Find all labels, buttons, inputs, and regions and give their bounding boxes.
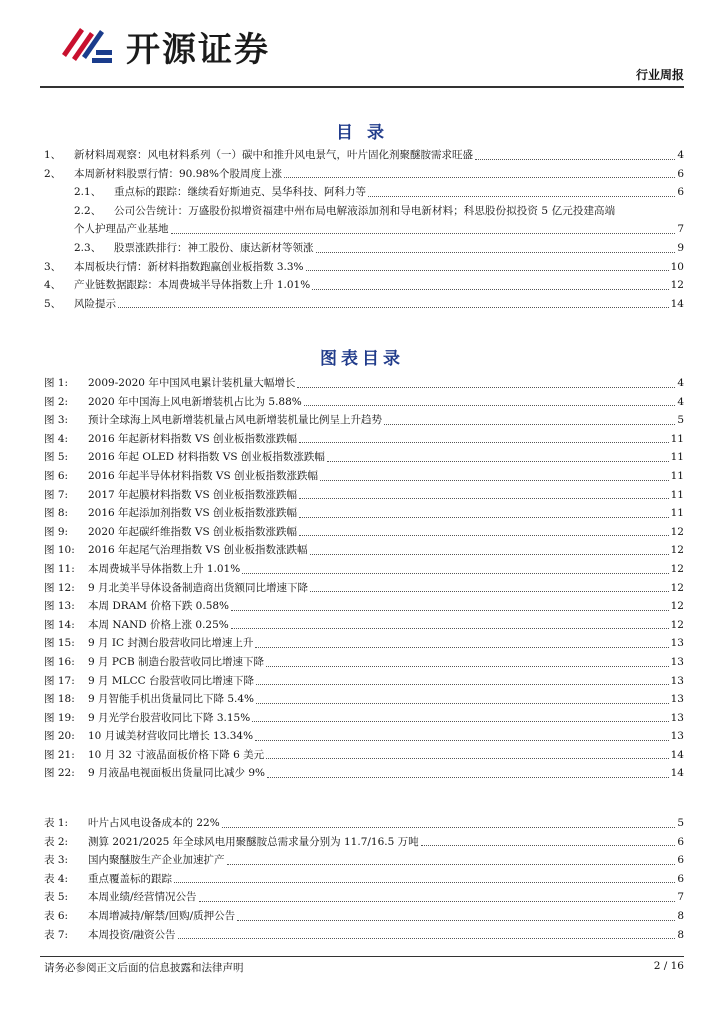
figure-entry-text: 本周费城半导体指数上升 1.01% [88,562,241,575]
figure-entry-page: 11 [670,451,684,464]
figure-entry-number: 图 17: [44,674,75,687]
table-entry[interactable] [44,833,684,852]
figure-entry-number: 图 6: [44,469,69,482]
leader-dots [421,845,676,846]
table-entry[interactable] [44,814,684,833]
table-entry[interactable] [44,888,684,907]
figure-entry-text: 9 月 MLCC 台股营收同比增速下降 [88,674,254,687]
leader-dots [297,387,675,388]
leader-dots [310,591,669,592]
footer-divider [40,956,684,957]
figure-entry-page: 11 [670,488,684,501]
figure-entry-number: 图 8: [44,507,69,520]
figure-entry-page: 13 [670,637,684,650]
figure-entry[interactable] [44,672,684,691]
toc-entry-page: 6 [677,186,684,199]
report-type-label: 行业周报 [635,68,684,82]
table-entry[interactable] [44,851,684,870]
figure-entry-number: 图 12: [44,581,75,594]
figure-entry-page: 11 [670,507,684,520]
table-entry-page: 5 [677,817,684,829]
table-entry-number: 表 2: [44,835,69,848]
toc-entry-number: 3、 [44,260,62,273]
figure-entry-number: 图 13: [44,600,75,613]
figure-entry[interactable] [44,634,684,653]
leader-dots [118,307,669,308]
figure-entry[interactable] [44,430,684,449]
brand-logo [56,20,336,72]
leader-dots [310,554,669,555]
figure-entry-number: 图 21: [44,748,75,761]
toc-entry-text: 个人护理品产业基地 [74,223,169,236]
toc-entry-text: 重点标的跟踪：继续看好斯迪克、昊华科技、阿科力等 [114,186,366,199]
leader-dots [306,270,669,271]
table-entry[interactable] [44,926,684,945]
table-entry-page: 6 [677,854,684,867]
figure-list-title: 图表目录 [320,349,404,369]
figure-entry-text: 9 月光学台股营收同比下降 3.15% [88,711,251,724]
leader-dots [231,628,669,629]
table-list [44,814,684,944]
figure-entry-number: 图 11: [44,562,75,575]
figure-entry[interactable] [44,486,684,505]
leader-dots [256,684,669,685]
figure-entry-number: 图 10: [44,544,75,557]
table-entry-text: 叶片占风电设备成本的 22% [88,817,220,829]
figure-entry-text: 2020 年起碳纤维指数 VS 创业板指数涨跌幅 [88,525,298,538]
toc-list [44,146,684,313]
figure-entry-number: 图 4: [44,432,69,445]
figure-entry-number: 图 15: [44,637,75,650]
figure-entry[interactable] [44,523,684,542]
figure-entry-page: 13 [670,674,684,687]
leader-dots [178,938,676,939]
toc-entry-number: 2、 [44,167,62,180]
table-entry[interactable] [44,870,684,889]
table-entry-text: 重点覆盖标的跟踪 [88,872,172,885]
leader-dots [384,424,675,425]
figure-entry[interactable] [44,709,684,728]
figure-entry-text: 10 月 32 寸液晶面板价格下降 6 美元 [88,748,265,761]
toc-entry-text: 公司公告统计：万盛股份拟增资福建中州布局电解液添加剂和导电新材料；科思股份拟投资 5 亿元投建高端 [114,204,616,217]
figure-entry-text: 本周 DRAM 价格下跌 0.58% [88,600,230,613]
table-entry-number: 表 5: [44,891,69,904]
toc-entry[interactable] [44,202,684,221]
leader-dots [267,777,669,778]
toc-entry[interactable] [44,239,684,258]
figure-entry-text: 2009-2020 年中国风电累计装机量大幅增长 [88,377,296,389]
figure-entry-text: 10 月诚美材营收同比增长 13.34% [88,730,254,743]
figure-entry-text: 2016 年起半导体材料指数 VS 创业板指数涨跌幅 [88,469,319,482]
figure-entry[interactable] [44,560,684,579]
figure-entry-page: 13 [670,693,684,706]
figure-entry[interactable] [44,393,684,412]
toc-entry-number: 5、 [44,297,62,310]
figure-entry-number: 图 20: [44,730,75,743]
figure-entry-text: 2020 年中国海上风电新增装机占比为 5.88% [88,395,302,408]
leader-dots [312,289,668,290]
figure-entry-page: 13 [670,730,684,743]
figure-list [44,374,684,783]
figure-entry[interactable] [44,374,684,393]
header-divider [40,86,684,88]
toc-entry[interactable] [44,165,684,184]
leader-dots [475,159,675,160]
figure-entry[interactable] [44,616,684,635]
figure-entry-page: 5 [677,414,684,427]
toc-entry-text: 风险提示 [74,297,116,310]
toc-entry-text: 股票涨跌排行：神工股份、康达新材等领涨 [114,241,314,254]
toc-entry-page: 6 [677,167,684,180]
figure-entry-text: 9 月 PCB 制造台股营收同比增速下降 [88,655,265,668]
figure-entry[interactable] [44,690,684,709]
toc-entry[interactable] [44,183,684,202]
figure-entry-text: 2016 年起 OLED 材料指数 VS 创业板指数涨跌幅 [88,451,325,464]
figure-entry-number: 图 14: [44,618,75,631]
leader-dots [227,864,676,865]
toc-entry-page: 10 [670,260,684,273]
toc-entry[interactable] [44,146,684,165]
table-entry[interactable] [44,907,684,926]
toc-entry-text: 本周新材料股票行情：90.98%个股周度上涨 [74,167,283,180]
figure-entry-page: 14 [670,748,684,761]
figure-entry-page: 4 [677,395,684,408]
table-entry-number: 表 6: [44,909,69,922]
figure-entry-text: 2017 年起膜材料指数 VS 创业板指数涨跌幅 [88,488,298,501]
toc-entry[interactable] [44,276,684,295]
toc-entry-page: 14 [670,297,684,310]
figure-entry-number: 图 19: [44,711,75,724]
figure-entry-text: 9 月智能手机出货量同比下降 5.4% [88,693,255,706]
table-entry-text: 国内聚醚胺生产企业加速扩产 [88,854,225,867]
figure-entry-page: 13 [670,655,684,668]
toc-entry-page: 12 [670,279,684,292]
toc-entry-text: 产业链数据跟踪：本周费城半导体指数上升 1.01% [74,279,311,292]
figure-entry-page: 12 [670,600,684,613]
toc-entry-number: 2.2、 [74,204,102,217]
disclaimer-text: 请务必参阅正文后面的信息披露和法律声明 [44,962,244,974]
figure-entry[interactable] [44,579,684,598]
leader-dots [299,535,669,536]
table-entry-page: 6 [677,872,684,885]
leader-dots [252,721,668,722]
figure-entry[interactable] [44,746,684,765]
figure-entry-number: 图 9: [44,525,69,538]
leader-dots [174,882,675,883]
leader-dots [299,517,669,518]
leader-dots [171,233,676,234]
leader-dots [316,252,676,253]
toc-entry-page: 7 [677,223,684,236]
leader-dots [299,442,669,443]
leader-dots [299,498,669,499]
figure-entry-page: 14 [670,767,684,780]
figure-entry[interactable] [44,764,684,783]
table-entry-text: 测算 2021/2025 年全球风电用聚醚胺总需求量分别为 11.7/16.5 万吨 [88,835,419,848]
figure-entry[interactable] [44,467,684,486]
page-header [40,14,684,84]
figure-entry-number: 图 16: [44,655,75,668]
figure-entry-page: 12 [670,544,684,557]
table-entry-page: 8 [677,928,684,941]
leader-dots [266,758,669,759]
figure-entry-text: 9 月北美半导体设备制造商出货额同比增速下降 [88,581,309,594]
leader-dots [222,827,676,828]
table-entry-text: 本周增减持/解禁/回购/质押公告 [88,909,236,922]
figure-entry-text: 预计全球海上风电新增装机量占风电新增装机量比例呈上升趋势 [88,414,382,427]
leader-dots [266,666,669,667]
figure-entry[interactable] [44,448,684,467]
toc-entry[interactable] [44,258,684,277]
figure-entry[interactable] [44,653,684,672]
figure-entry[interactable] [44,411,684,430]
figure-entry-text: 2016 年起尾气治理指数 VS 创业板指数涨跌幅 [88,544,308,557]
table-entry-page: 7 [677,891,684,904]
leader-dots [242,573,668,574]
table-entry-number: 表 1: [44,817,69,829]
figure-entry-page: 13 [670,711,684,724]
figure-entry-page: 4 [677,377,684,389]
figure-entry-text: 本周 NAND 价格上涨 0.25% [88,618,229,631]
leader-dots [327,461,669,462]
toc-entry-number: 2.1、 [74,186,102,199]
table-entry-number: 表 3: [44,854,69,867]
table-entry-page: 8 [677,909,684,922]
figure-entry-page: 12 [670,525,684,538]
figure-entry-text: 2016 年起添加剂指数 VS 创业板指数涨跌幅 [88,507,298,520]
figure-entry[interactable] [44,727,684,746]
leader-dots [255,647,668,648]
figure-entry[interactable] [44,541,684,560]
toc-entry-number: 1、 [44,149,62,161]
figure-entry-text: 9 月液晶电视面板出货量同比减少 9% [88,767,266,780]
toc-entry-page: 9 [677,241,684,254]
brand-logo-icon [56,20,118,68]
leader-dots [284,177,675,178]
table-entry-text: 本周业绩/经营情况公告 [88,891,197,904]
figure-entry-text: 2016 年起新材料指数 VS 创业板指数涨跌幅 [88,432,298,445]
figure-entry-page: 12 [670,562,684,575]
table-entry-number: 表 7: [44,928,69,941]
table-entry-number: 表 4: [44,872,69,885]
leader-dots [304,405,676,406]
leader-dots [368,196,675,197]
brand-name: 开源证券 [126,30,270,70]
toc-title: 目 录 [336,123,388,143]
figure-entry-page: 12 [670,618,684,631]
toc-entry-continuation[interactable] [44,220,684,239]
figure-entry-number: 图 5: [44,451,69,464]
figure-entry-page: 11 [670,432,684,445]
leader-dots [256,703,669,704]
toc-entry-page: 4 [677,149,684,161]
figure-entry-number: 图 3: [44,414,69,427]
leader-dots [231,610,669,611]
page-number: 2 / 16 [653,960,684,972]
figure-entry-text: 9 月 IC 封测台股营收同比增速上升 [88,637,254,650]
leader-dots [199,901,676,902]
toc-entry-text: 新材料周观察：风电材料系列（一）碳中和推升风电景气，叶片固化剂聚醚胺需求旺盛 [74,149,473,161]
table-entry-text: 本周投资/融资公告 [88,928,176,941]
figure-entry[interactable] [44,597,684,616]
figure-entry[interactable] [44,504,684,523]
figure-entry-page: 11 [670,469,684,482]
figure-entry-number: 图 22: [44,767,75,780]
toc-entry[interactable] [44,295,684,314]
figure-entry-number: 图 1: [44,377,69,389]
toc-entry-number: 2.3、 [74,241,102,254]
toc-entry-number: 4、 [44,279,62,292]
leader-dots [255,740,669,741]
toc-entry-text: 本周板块行情：新材料指数跑赢创业板指数 3.3% [74,260,304,273]
leader-dots [320,480,669,481]
page-footer [44,960,684,975]
figure-entry-number: 图 2: [44,395,69,408]
figure-entry-number: 图 18: [44,693,75,706]
figure-entry-number: 图 7: [44,488,69,501]
table-entry-page: 6 [677,835,684,848]
leader-dots [237,920,675,921]
figure-entry-page: 12 [670,581,684,594]
